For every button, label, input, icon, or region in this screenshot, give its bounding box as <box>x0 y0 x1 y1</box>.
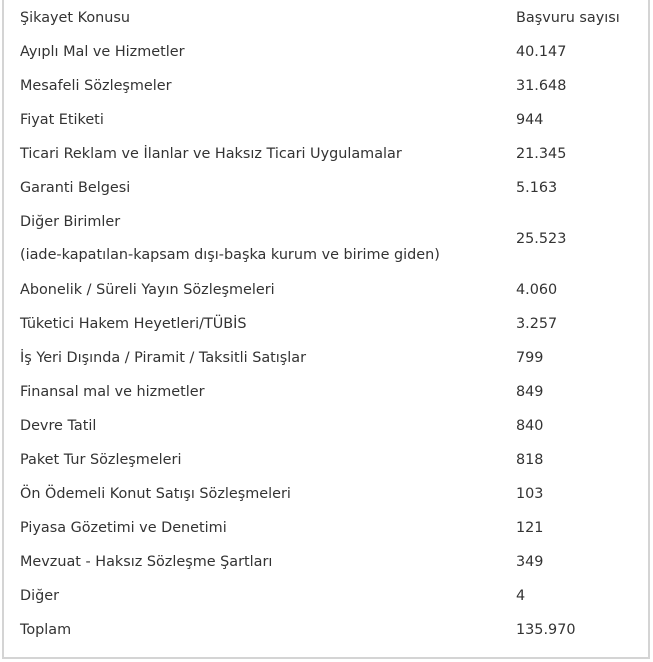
row-count: 840 <box>516 417 544 434</box>
row-count: 799 <box>516 349 544 366</box>
row-count: 25.523 <box>516 230 567 247</box>
row-subject: Ayıplı Mal ve Hizmetler <box>20 43 185 60</box>
row-subject <box>16 205 516 273</box>
row-subject-line1: Diğer Birimler <box>20 214 121 230</box>
row-subject: Paket Tur Sözleşmeleri <box>20 451 182 468</box>
row-subject: Garanti Belgesi <box>20 179 131 196</box>
row-count: 349 <box>516 553 544 570</box>
row-count: 121 <box>516 519 544 536</box>
table-row-total <box>16 613 644 647</box>
table-row <box>16 137 644 171</box>
row-subject: Abonelik / Süreli Yayın Sözleşmeleri <box>20 281 275 298</box>
row-subject: Ticari Reklam ve İlanlar ve Haksız Ticari Uygulamalar <box>20 145 402 162</box>
row-subject: Ön Ödemeli Konut Satışı Sözleşmeleri <box>20 485 291 502</box>
complaints-table <box>16 1 644 647</box>
row-subject: Piyasa Gözetimi ve Denetimi <box>20 519 227 536</box>
table-row <box>16 103 644 137</box>
row-subject: Mesafeli Sözleşmeler <box>20 77 172 94</box>
table-row <box>16 579 644 613</box>
row-count: 40.147 <box>516 43 567 60</box>
table-row <box>16 35 644 69</box>
row-count: 818 <box>516 451 544 468</box>
row-subject: Finansal mal ve hizmetler <box>20 383 205 400</box>
row-count: 4.060 <box>516 281 558 298</box>
row-count: 4 <box>516 587 526 604</box>
row-subject: Mevzuat - Haksız Sözleşme Şartları <box>20 553 273 570</box>
table-row <box>16 205 644 273</box>
row-subject: Toplam <box>20 621 72 638</box>
row-count: 3.257 <box>516 315 558 332</box>
table-header-row <box>16 1 644 35</box>
row-count: 944 <box>516 111 544 128</box>
header-subject: Şikayet Konusu <box>20 9 131 26</box>
table-row <box>16 273 644 307</box>
table-row <box>16 307 644 341</box>
table-frame <box>2 0 650 659</box>
row-count: 849 <box>516 383 544 400</box>
table-row <box>16 375 644 409</box>
table-row <box>16 409 644 443</box>
table-row <box>16 69 644 103</box>
row-count: 5.163 <box>516 179 558 196</box>
table-row <box>16 545 644 579</box>
row-subject: Devre Tatil <box>20 417 97 434</box>
table-row <box>16 341 644 375</box>
row-count: 103 <box>516 485 544 502</box>
row-subject: İş Yeri Dışında / Piramit / Taksitli Satışlar <box>20 349 307 366</box>
row-count: 21.345 <box>516 145 567 162</box>
table-row <box>16 171 644 205</box>
row-subject: Tüketici Hakem Heyetleri/TÜBİS <box>20 315 247 332</box>
row-subject-line2: (iade-kapatılan-kapsam dışı-başka kurum ve birime giden) <box>20 247 440 263</box>
table-row <box>16 511 644 545</box>
row-count: 135.970 <box>516 621 576 638</box>
table-row <box>16 477 644 511</box>
row-subject: Fiyat Etiketi <box>20 111 104 128</box>
table-row <box>16 443 644 477</box>
header-count: Başvuru sayısı <box>516 9 620 26</box>
row-count: 31.648 <box>516 77 567 94</box>
row-subject: Diğer <box>20 587 59 604</box>
